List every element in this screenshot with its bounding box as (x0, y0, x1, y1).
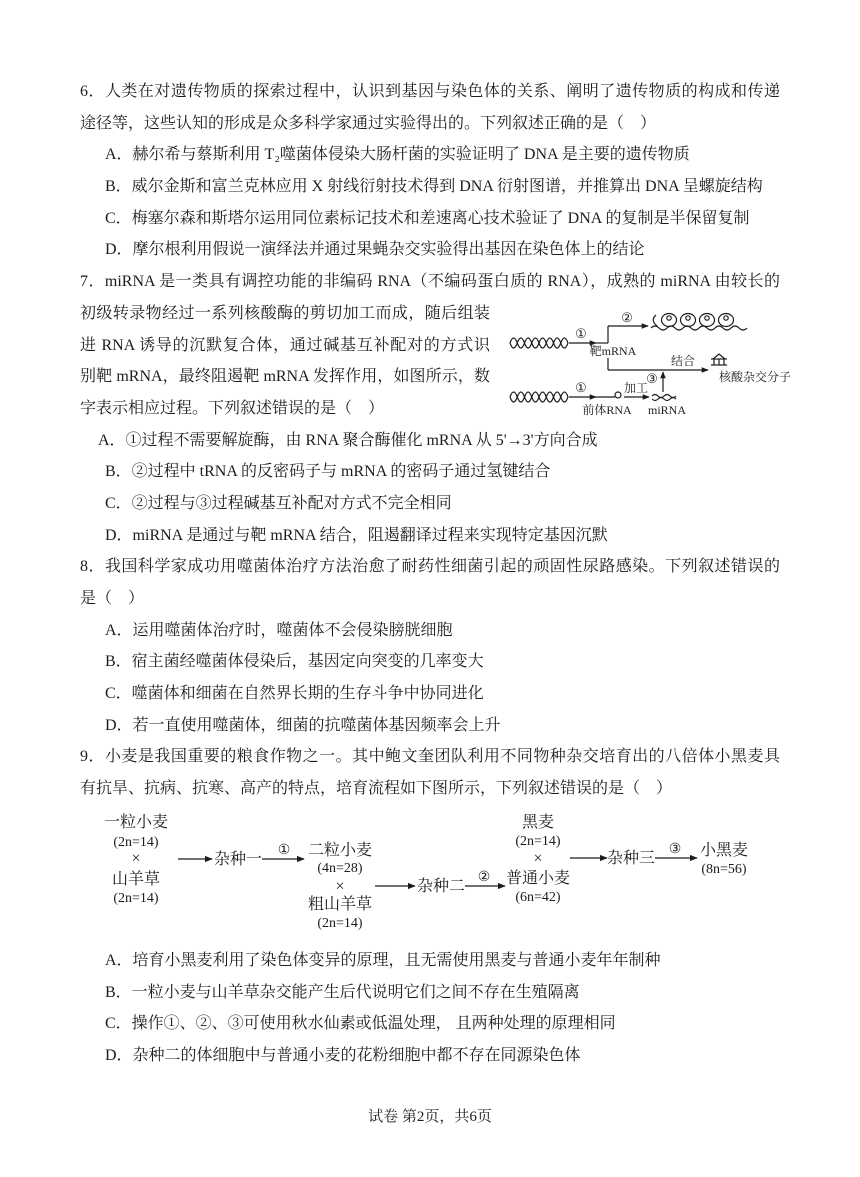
label-step-1: ① (575, 379, 587, 395)
question-stem-line: 初级转录物经过一系列核酸酶的剪切加工而成，随后组装 (80, 304, 490, 322)
option-d: D．杂种二的体细胞中与普通小麦的花粉细胞中都不存在同源染色体 (105, 1046, 581, 1064)
question-stem-line: 字表示相应过程。下列叙述错误的是（ ） (80, 399, 385, 417)
label-precursor-rna: 前体RNA (582, 402, 632, 417)
option-b: B．②过程中 tRNA 的反密码子与 mRNA 的密码子通过氢键结合 (105, 463, 551, 481)
option-a: A．运用噬菌体治疗时，噬菌体不会侵染膀胱细胞 (105, 621, 453, 639)
label-rye: 黑麦 (521, 813, 555, 831)
cross-symbol: × (533, 849, 543, 867)
question-stem-line: 8．我国科学家成功用噬菌体治疗方法治愈了耐药性细菌引起的顽固性尿路感染。下列叙述错误的 (80, 558, 780, 576)
label-tauschii: 粗山羊草 (307, 895, 373, 913)
page-footer: 试卷 第2页，共6页 (368, 1109, 492, 1125)
label-hybrid-2: 杂种二 (416, 877, 466, 895)
question-stem-line: 途径等，这些认知的形成是众多科学家通过实验得出的。下列叙述正确的是（ ） (80, 114, 657, 132)
label-triticale: 小黑麦 (699, 841, 749, 859)
option-b: B．一粒小麦与山羊草杂交能产生后代说明它们之间不存在生殖隔离 (105, 983, 580, 1001)
question-stem-line: 别靶 mRNA，最终阻遏靶 mRNA 发挥作用，如图所示，数 (80, 368, 490, 386)
label-processing: 加工 (623, 380, 649, 395)
option-c: C．梅塞尔森和斯塔尔运用同位素标记技术和差速离心技术验证了 DNA 的复制是半保留复制 (105, 209, 750, 227)
question-stem-text (80, 298, 490, 425)
page-content (80, 76, 792, 1072)
label-goatgrass: 山羊草 (111, 870, 161, 888)
label-step-3: ③ (646, 370, 658, 386)
label-operation-3: ③ (668, 841, 682, 857)
label-ploidy: (8n=56) (701, 861, 747, 877)
label-hybrid-3: 杂种三 (606, 849, 656, 867)
option-c: C．②过程与③过程碱基互补配对方式不完全相同 (105, 494, 452, 512)
question-8 (80, 551, 780, 741)
cross-symbol: × (335, 877, 345, 895)
question-stem-line: 6．人类在对遗传物质的探索过程中，认识到基因与染色体的关系、阐明了遗传物质的构成和传递 (80, 83, 780, 100)
option-d: D．miRNA 是通过与靶 mRNA 结合，阻遏翻译过程来实现特定基因沉默 (105, 526, 608, 544)
question-stem-line: 进 RNA 诱导的沉默复合体，通过碱基互补配对的方式识 (80, 336, 490, 354)
breeding-flow-diagram (80, 805, 800, 945)
option-c: C．噬菌体和细菌在自然界长期的生存斗争中协同进化 (105, 685, 484, 703)
label-einkorn: 一粒小麦 (103, 813, 169, 831)
label-ploidy: (2n=14) (515, 833, 561, 849)
option-a: A．①过程不需要解旋酶，由 RNA 聚合酶催化 mRNA 从 5'→3'方向合成 (98, 431, 598, 449)
question-stem-line: 7．miRNA 是一类具有调控功能的非编码 RNA（不编码蛋白质的 RNA），成熟的 miRNA 由较长的 (80, 273, 780, 291)
question-stem-line: 是（ ） (80, 590, 145, 608)
label-step-1: ① (575, 325, 587, 341)
breeding-flow-figure (80, 805, 780, 945)
dna-helix-icon (510, 392, 568, 402)
label-ploidy: (6n=42) (515, 889, 561, 905)
mirna-icon (652, 394, 676, 400)
option-a: A．培育小黑麦利用了染色体变异的原理，且无需使用黑麦与普通小麦年年制种 (105, 951, 661, 969)
precursor-rna-icon (596, 392, 621, 398)
option-b: B．宿主菌经噬菌体侵染后，基因定向突变的几率变大 (105, 653, 484, 671)
option-c: C．操作①、②、③可使用秋水仙素或低温处理， 且两种处理的原理相同 (105, 1015, 616, 1033)
question-stem-line: 有抗旱、抗病、抗寒、高产的特点，培育流程如下图所示，下列叙述错误的是（ ） (80, 780, 673, 798)
label-hybrid-1: 杂种一 (213, 850, 263, 868)
label-step-2: ② (621, 309, 633, 325)
option-a: A．赫尔希与蔡斯利用 T₂噬菌体侵染大肠杆菌的实验证明了 DNA 是主要的遗传物质 (105, 146, 690, 164)
label-emmer: 二粒小麦 (307, 841, 373, 859)
cross-symbol: × (131, 849, 141, 867)
label-target-mrna: 靶mRNA (589, 343, 637, 358)
mirna-pathway-figure (503, 298, 803, 425)
label-ploidy: (2n=14) (113, 890, 159, 906)
question-stem-line: 9．小麦是我国重要的粮食作物之一。其中鲍文奎团队利用不同物种杂交培育出的八倍体小黑麦具 (80, 748, 780, 766)
label-binding: 结合 (670, 353, 696, 368)
label-ploidy: (2n=14) (317, 915, 363, 931)
question-7 (80, 266, 792, 551)
label-mirna: miRNA (647, 402, 687, 417)
question-stem-with-figure (80, 298, 792, 425)
label-operation-1: ① (277, 842, 291, 858)
option-b: B．威尔金斯和富兰克林应用 X 射线衍射技术得到 DNA 衍射图谱，并推算出 DNA 呈螺旋结构 (105, 178, 763, 196)
hybrid-molecule-icon (711, 354, 727, 365)
question-6 (80, 76, 780, 266)
label-ploidy: (2n=14) (113, 834, 159, 850)
dna-helix-icon (510, 338, 568, 348)
label-hybrid-molecule: 核酸杂交分子 (718, 369, 792, 384)
question-9 (80, 741, 780, 1071)
polyribosome-icon (651, 313, 747, 330)
option-d: D．若一直使用噬菌体，细菌的抗噬菌体基因频率会上升 (105, 716, 501, 734)
label-common-wheat: 普通小麦 (505, 869, 571, 887)
label-ploidy: (4n=28) (317, 860, 363, 876)
option-d: D．摩尔根利用假说一演绎法并通过果蝇杂交实验得出基因在染色体上的结论 (105, 241, 645, 259)
label-operation-2: ② (477, 869, 491, 885)
